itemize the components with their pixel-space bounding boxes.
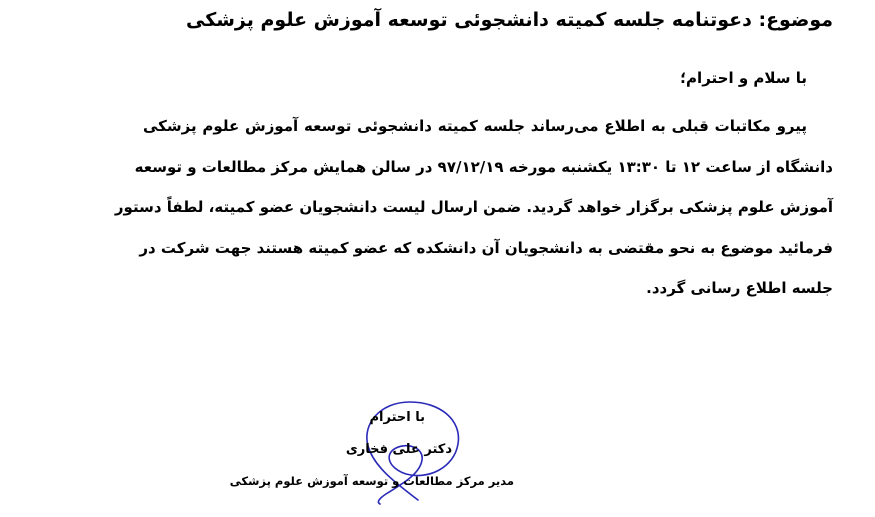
letter-body xyxy=(114,106,833,309)
body-line: پیرو مکاتبات قبلی به اطلاع می‌رساند جلسه کمیته دانشجوئی توسعه آموزش علوم پزشکی xyxy=(143,117,807,135)
body-line: فرمائید موضوع به نحو مقتضی به دانشجویان آن دانشکده که عضو کمیته هستند جهت شرکت در xyxy=(139,238,833,257)
body-line: جلسه اطلاع رسانی گردد. xyxy=(646,279,833,297)
letter-salutation: با سلام و احترام؛ xyxy=(680,69,807,87)
letter-subject: موضوع: دعوتنامه جلسه کمیته دانشجوئی توسعه آموزش علوم پزشکی xyxy=(185,9,833,31)
body-line: آموزش علوم پزشکی برگزار خواهد گردید. ضمن ارسال لیست دانشجویان عضو کمیته، لطفاً دستور xyxy=(114,198,833,216)
signatory-title: مدیر مرکز مطالعات و توسعه آموزش علوم پزشکی xyxy=(229,474,514,488)
signature-regards: با احترام xyxy=(369,410,425,425)
body-line: دانشگاه از ساعت ۱۲ تا ۱۳:۳۰ یکشنبه مورخه ۹۷/۱۲/۱۹ در سالن همایش مرکز مطالعات و توسعه xyxy=(134,157,833,176)
signatory-name: دکتر علی فخاری xyxy=(345,442,452,457)
signature-block xyxy=(229,398,520,508)
